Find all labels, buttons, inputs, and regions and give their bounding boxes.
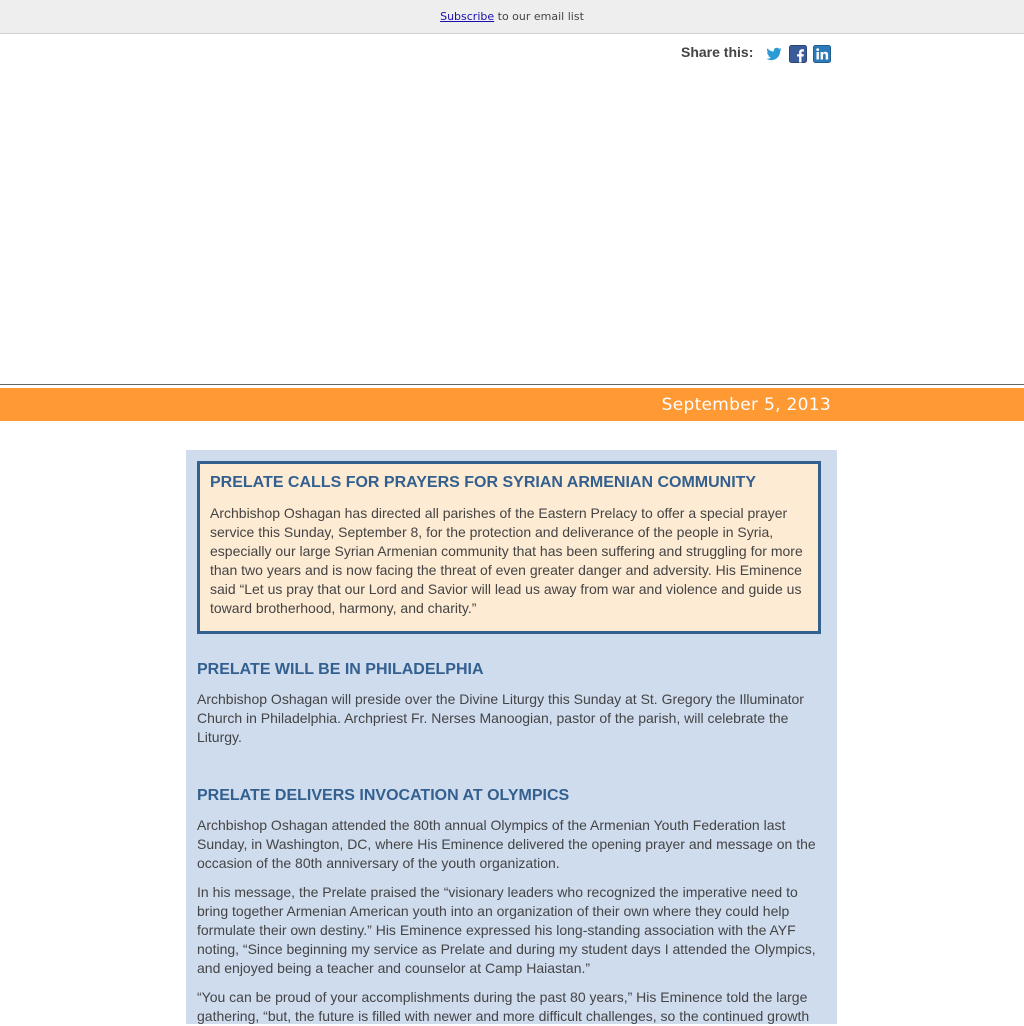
subscribe-text: to our email list <box>494 10 584 23</box>
article-paragraph: In his message, the Prelate praised the “visionary leaders who recognized the imperative need to bring together Armenian American youth into an organization of their own where they could help formulate their own destiny.” His Eminence expressed his long-standing association with the AYF noting, “Since beginning my service as Prelate and during my student days I attended the Olympics, and enjoyed being a teacher and counselor at Camp Haiastan.” <box>197 884 816 976</box>
linkedin-icon[interactable] <box>813 45 831 63</box>
date-bar <box>0 388 1024 421</box>
article-title: PRELATE DELIVERS INVOCATION AT OLYMPICS <box>197 787 570 804</box>
article-paragraph: “You can be proud of your accomplishments during the past 80 years,” His Eminence told the large gathering, “but, the future is filled with newer and more difficult challenges, so the continued growth <box>197 989 810 1024</box>
article-title: PRELATE CALLS FOR PRAYERS FOR SYRIAN ARMENIAN COMMUNITY <box>210 474 757 491</box>
header-banner <box>0 74 1024 384</box>
article-paragraph: Archbishop Oshagan will preside over the Divine Liturgy this Sunday at St. Gregory the Illuminator Church in Philadelphia. Archpriest Fr. Nerses Manoogian, pastor of the parish, will celebrate the Liturgy. <box>197 691 804 745</box>
share-label: Share this: <box>681 44 754 60</box>
featured-article <box>197 461 821 634</box>
issue-date: September 5, 2013 <box>661 395 831 415</box>
subscribe-bar <box>0 0 1024 34</box>
share-bar <box>681 44 837 64</box>
article-paragraph: Archbishop Oshagan has directed all parishes of the Eastern Prelacy to offer a special prayer service this Sunday, September 8, for the protection and deliverance of the people in Syria, especially our large Syrian Armenian community that has been suffering and struggling for more than two years and is now facing the threat of even greater danger and adversity. His Eminence said “Let us pray that our Lord and Savior will lead us away from war and violence and guide us toward brotherhood, harmony, and charity.” <box>210 505 803 616</box>
newsletter-content <box>186 450 837 1024</box>
article-title: PRELATE WILL BE IN PHILADELPHIA <box>197 661 484 678</box>
article-paragraph: Archbishop Oshagan attended the 80th annual Olympics of the Armenian Youth Federation last Sunday, in Washington, DC, where His Eminence delivered the opening prayer and message on the occasion of the 80th anniversary of the youth organization. <box>197 817 816 871</box>
header-divider <box>0 384 1024 385</box>
facebook-icon[interactable] <box>789 45 807 63</box>
subscribe-link[interactable]: Subscribe <box>440 10 495 23</box>
twitter-icon[interactable] <box>765 45 783 63</box>
